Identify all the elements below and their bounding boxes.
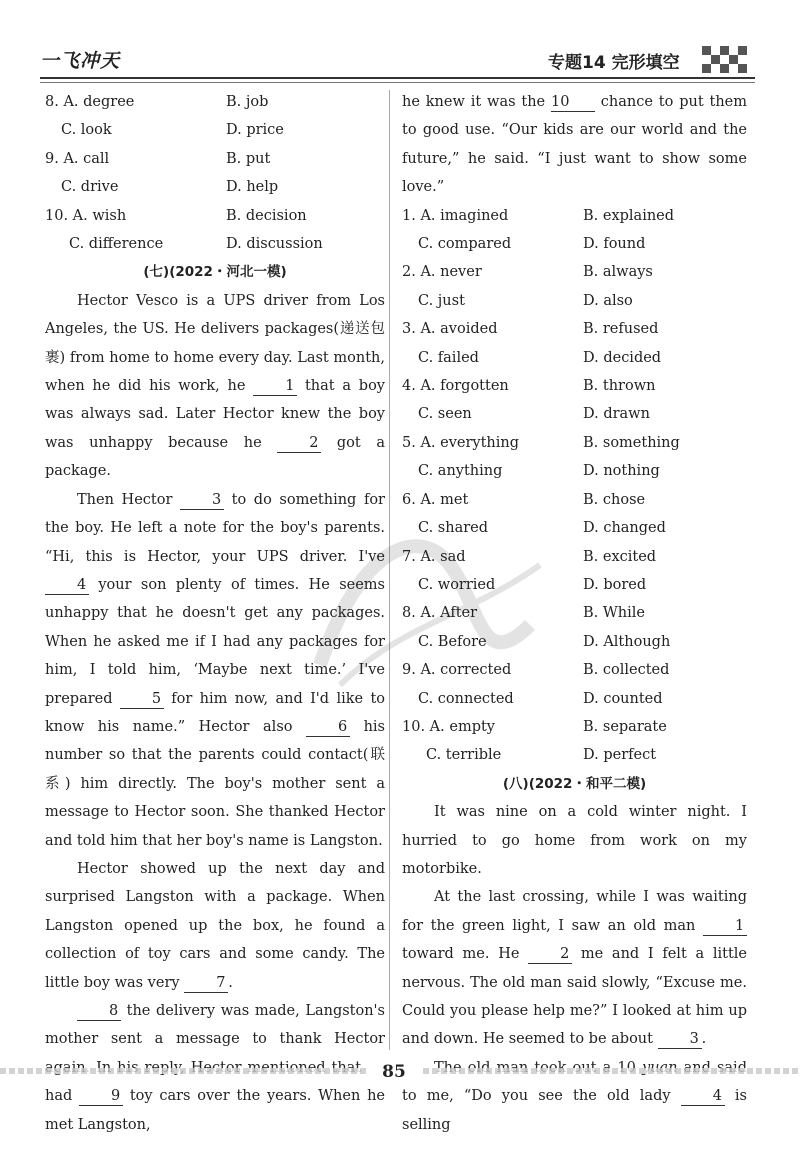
option-row: 10. A. wish B. decision [45,207,307,224]
blank-9: 9 [79,1087,123,1106]
option-row: 9. A. call B. put [45,150,271,167]
option-row: 4. A. forgotten B. thrown [402,378,656,395]
blank-4: 4 [45,576,89,595]
blank-2: 2 [528,945,572,964]
option-row: 7. A. sad B. excited [402,548,657,565]
blank-10: 10 [551,93,595,112]
option-row: 6. A. met B. chose [402,491,646,508]
option-row: C. drive D. help [61,179,279,196]
option-row: C. just D. also [418,292,633,309]
option-row: C. compared D. found [418,236,646,253]
passage-paragraph: It was nine on a cold winter night. I hurried to go home from work on my motorbike. [402,804,747,877]
blank-3: 3 [180,491,224,510]
option-row: 8. A. degree B. job [45,94,269,110]
option-row: C. anything D. nothing [418,463,660,480]
option-row: C. worried D. bored [418,576,647,593]
option-row: 9. A. corrected B. collected [402,662,670,679]
passage-paragraph: At the last crossing, while I was waiting for the green light, I saw an old man 1 toward me. He 2 me and I felt a little nervous. The old man said slowly, “Excuse me. Could you please help me?” I looked at him up and down. He seemed to be about 3 . [402,889,747,1048]
blank-8: 8 [77,1002,121,1021]
option-row: 1. A. imagined B. explained [402,207,675,224]
blank-7: 7 [184,974,228,993]
option-row: C. terrible D. perfect [426,747,657,764]
page-number: 85 [366,1058,422,1086]
passage-paragraph: 8 the delivery was made, Langston's mother sent a message to thank Hector had 9 toy cars over the years. When he met Langston, [45,1003,386,1133]
section-title: (八)(2022・和平二模) [502,775,647,792]
right-column [402,88,747,1139]
section-title: (七)(2022・河北一模) [143,264,287,281]
option-row: C. difference D. discussion [69,236,323,253]
option-row: C. seen D. drawn [418,406,650,423]
passage-paragraph: to me, “Do you see the old lady 4 is selling [402,1088,747,1133]
header-rule-thin [40,82,755,83]
blank-4: 4 [681,1087,725,1106]
blank-3: 3 [658,1030,702,1049]
header-decoration-icon [702,46,752,74]
header-brand: 一飞冲天 [40,50,121,72]
option-row: 8. A. After B. While [402,605,645,622]
passage-paragraph: Hector showed up the next day and surprised Langston with a package. When Langston opened up the box, he found a collection of toy cars and some candy. The little boy was very 7 . [45,860,385,991]
options-section7 [402,202,747,770]
option-row: 3. A. avoided B. refused [402,321,659,338]
header-topic: 专题14 完形填空 [548,53,680,73]
option-row: 10. A. empty B. separate [402,718,667,735]
blank-1: 1 [253,377,297,396]
blank-6: 6 [306,718,350,737]
header-rule [40,77,755,79]
blank-2: 2 [277,434,321,453]
passage-paragraph-continued: he knew it was the 10 chance to put them to good use. “Our kids are our world and the future,” he said. “I just want to show some love.” [402,94,747,196]
option-row: C. look D. price [61,122,284,139]
left-column [45,88,385,1139]
passage-paragraph: Hector Vesco is a UPS driver from Los Angeles, the US. He delivers packages(递送包裹) from home to home every day. Last month, when he did his work, he 1 that a boy was always sad. Later Hector knew the boy was unhappy because he 2 got a package. [45,292,385,480]
option-row: C. failed D. decided [418,349,662,366]
option-row: C. shared D. changed [418,520,666,537]
option-row: C. Before D. Although [418,633,671,650]
option-row: C. connected D. counted [418,690,663,707]
option-row: 5. A. everything B. something [402,434,680,451]
option-row: 2. A. never B. always [402,264,653,281]
blank-1: 1 [703,917,747,936]
blank-5: 5 [120,690,164,709]
passage-paragraph: Then Hector 3 to do something for the boy. He left a note for the boy's parents. “Hi, this is Hector, your UPS driver. I've 4 your son plenty of times. He seems unhappy that he doesn't get any packages. When he asked me if I had any packages for him, I told him, ‘Maybe next time.’ I've prepared 5 for him now, and I'd like to know his name.” Hector also 6 his number so that the parents could contact(联系) him directly. The boy's mother sent a message to Hector soon. She thanked Hector and told him that her boy's name is Langston. [45,491,386,849]
options-prev-section [45,88,385,258]
